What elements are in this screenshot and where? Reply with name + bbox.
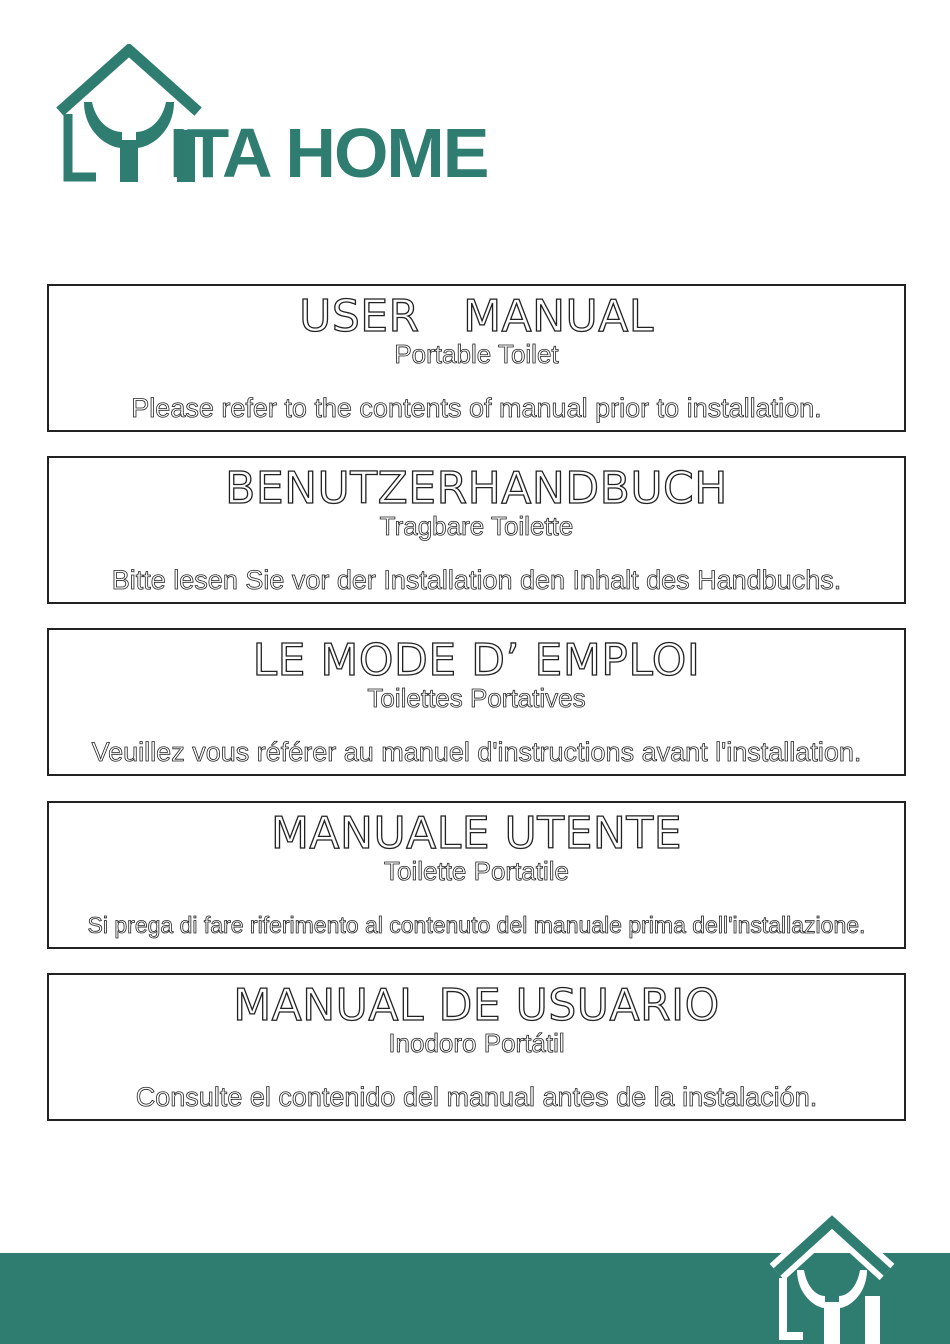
section-french [47, 628, 906, 776]
section-note: Please refer to the contents of manual prior to installation. [131, 393, 822, 423]
section-spanish [47, 973, 906, 1121]
brand-name: ITA HOME [169, 114, 488, 192]
section-subtitle: Tragbare Toilette [379, 511, 574, 541]
section-note: Si prega di fare riferimento al contenuto del manuale prima dell'installazione. [87, 912, 866, 938]
section-italian [47, 801, 906, 949]
section-subtitle: Toilettes Portatives [367, 683, 586, 713]
section-note: Veuillez vous référer au manuel d'instructions avant l'installation. [91, 737, 862, 767]
section-title: MANUALE UTENTE [270, 808, 683, 859]
brand-logo [56, 44, 536, 192]
section-note: Consulte el contenido del manual antes de la instalación. [135, 1082, 818, 1112]
section-english [47, 284, 906, 432]
section-title: LE MODE D’ EMPLOI [252, 635, 701, 686]
section-subtitle: Portable Toilet [394, 339, 559, 369]
section-title: BENUTZERHANDBUCH [225, 463, 728, 514]
section-title: USER MANUAL [299, 291, 654, 342]
section-subtitle: Inodoro Portátil [388, 1028, 565, 1058]
section-german [47, 456, 906, 604]
house-y-logo-icon [767, 1210, 897, 1344]
section-title: MANUAL DE USUARIO [233, 980, 720, 1031]
section-note: Bitte lesen Sie vor der Installation den Inhalt des Handbuchs. [111, 565, 842, 595]
section-subtitle: Toilette Portatile [384, 856, 569, 886]
